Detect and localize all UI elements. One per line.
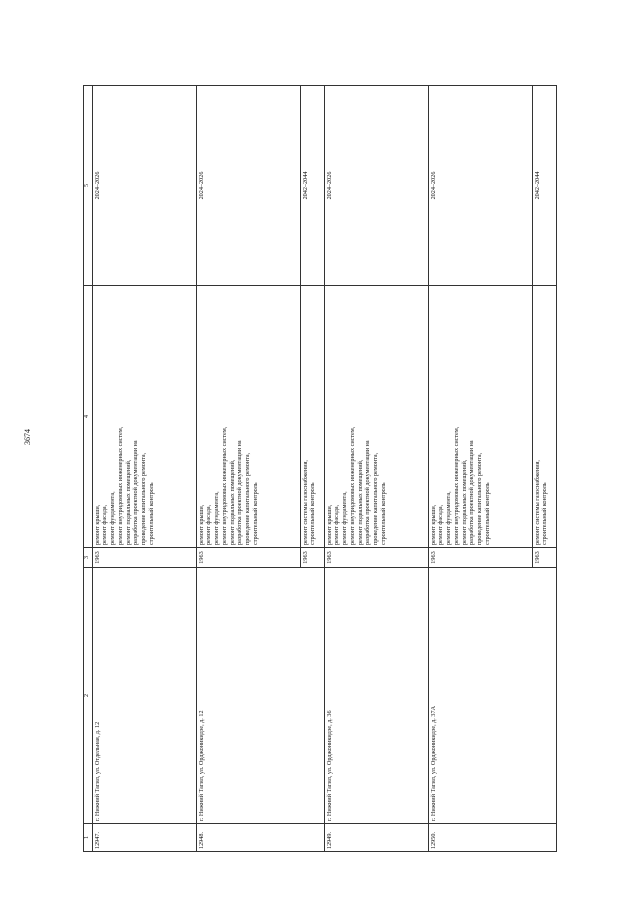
row-number: 12949. [324, 824, 428, 852]
row-year: 1963 [324, 548, 428, 568]
table-row [92, 86, 196, 852]
repair-schedule-table [83, 85, 557, 852]
table-row [428, 86, 532, 852]
row-number: 12950. [428, 824, 556, 852]
row-period: 2024–2026 [324, 86, 428, 286]
row-year: 1963 [92, 548, 196, 568]
row-year: 1963 [428, 548, 532, 568]
row-works: ремонт крыши, ремонт фасада, ремонт фундамента, ремонт внутридомовых инженерных систем, ремонт подвальных помещений, разработка проектной документации на проведение капитального ремонта, строительный контроль [324, 286, 428, 548]
row-address: г. Нижний Тагил, ул. Отдельная, д. 12 [92, 568, 196, 824]
row-number: 12947. [92, 824, 196, 852]
page-number: 3674 [23, 429, 32, 445]
header-col-5: 5 [84, 86, 93, 286]
row-period: 2024–2026 [196, 86, 300, 286]
header-col-1: 1 [84, 824, 93, 852]
row-year: 1963 [196, 548, 300, 568]
row-address: г. Нижний Тагил, ул. Орджоникидзе, д. 12 [196, 568, 324, 824]
row-period: 2024–2026 [92, 86, 196, 286]
header-col-4: 4 [84, 286, 93, 548]
row-works: ремонт крыши, ремонт фасада, ремонт фундамента, ремонт внутридомовых инженерных систем, ремонт подвальных помещений, разработка проектной документации на проведение капитального ремонта, строительный контроль [428, 286, 532, 548]
row-works: ремонт системы газоснабжения, строительный контроль [300, 286, 324, 548]
row-works: ремонт крыши, ремонт фасада, ремонт фундамента, ремонт внутридомовых инженерных систем, ремонт подвальных помещений, разработка проектной документации на проведение капитального ремонта, строительный контроль [92, 286, 196, 548]
table-row [324, 86, 428, 852]
row-period: 2042–2044 [300, 86, 324, 286]
table-header-row [84, 86, 93, 852]
row-year: 1963 [300, 548, 324, 568]
row-address: г. Нижний Тагил, ул. Орджоникидзе, д. 37А [428, 568, 556, 824]
row-year: 1963 [532, 548, 556, 568]
row-period: 2042–2044 [532, 86, 556, 286]
row-works: ремонт крыши, ремонт фасада, ремонт фундамента, ремонт внутридомовых инженерных систем, ремонт подвальных помещений, разработка проектной документации на проведение капитального ремонта, строительный контроль [196, 286, 300, 548]
row-period: 2024–2026 [428, 86, 532, 286]
row-works: ремонт системы газоснабжения, строительный контроль [532, 286, 556, 548]
document-sheet [83, 86, 557, 852]
header-col-3: 3 [84, 548, 93, 568]
header-col-2: 2 [84, 568, 93, 824]
table-row [196, 86, 300, 852]
row-number: 12948. [196, 824, 324, 852]
row-address: г. Нижний Тагил, ул. Орджоникидзе, д. 36 [324, 568, 428, 824]
